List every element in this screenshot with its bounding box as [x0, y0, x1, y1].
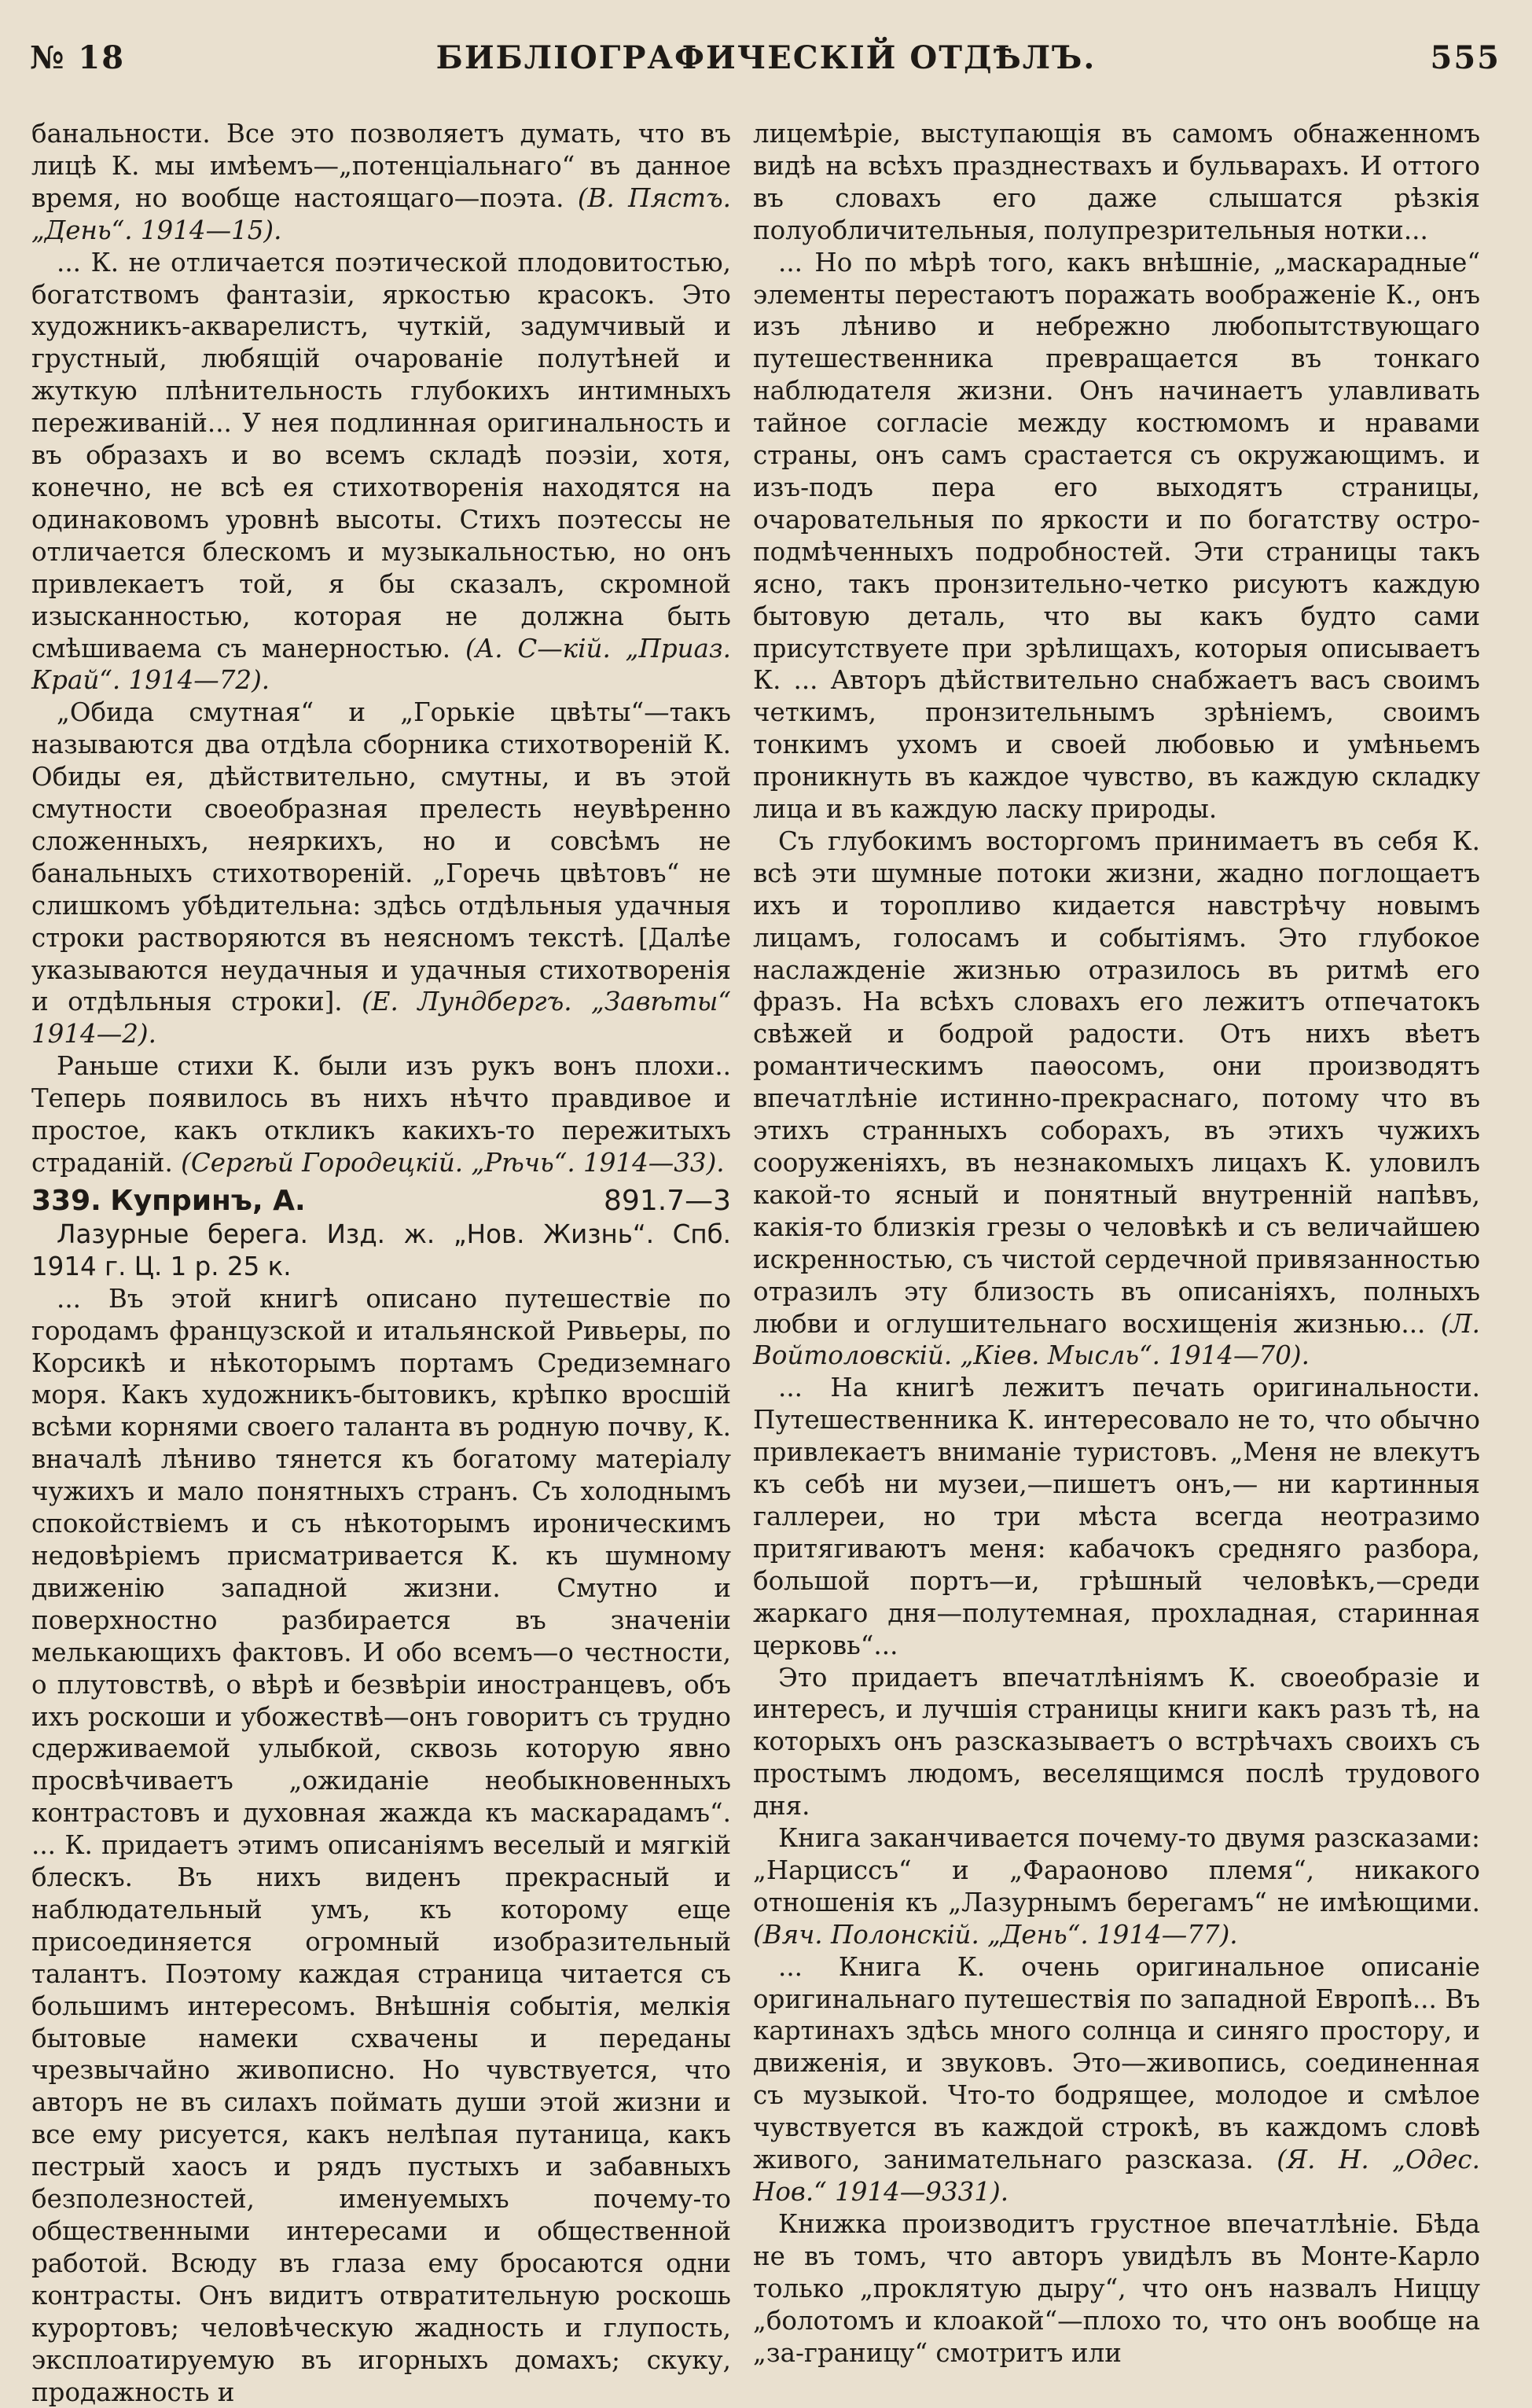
entry-number: 339.	[31, 1184, 101, 1217]
paragraph: Это придаетъ впечатлѣніямъ К. своеобразіе и интересъ, и лучшія страницы книги какъ разъ тѣ, на которыхъ онъ разсказываетъ о встрѣчахъ своихъ съ простымъ людомъ, веселящимся послѣ трудового дня.	[753, 1662, 1480, 1822]
source-citation: (Я. Н. „Одес. Нов.“ 1914—9331).	[753, 2145, 1480, 2207]
bibliography-entry	[31, 1184, 731, 1219]
paragraph: Книжка производитъ грустное впечатлѣніе. Бѣда не въ томъ, что авторъ увидѣлъ въ Монте-Карло только „проклятую дыру“, что онъ назвалъ Ниццу „болотомъ и клоакой“—плохо то, что онъ вообще на „за-границу“ смотритъ или	[753, 2208, 1480, 2368]
source-citation: (Сергѣй Городецкій. „Рѣчь“. 1914—33).	[181, 1148, 725, 1178]
classification-code: 891.7—3	[604, 1184, 731, 1217]
paragraph: лицемѣріе, выступающія въ самомъ обнаженномъ видѣ на всѣхъ празднествахъ и бульварахъ. И оттого въ словахъ его даже слышатся рѣзкія полуобличительныя, полупрезрительныя нотки...	[753, 119, 1480, 245]
entry-publication-info: Лазурные берега. Изд. ж. „Нов. Жизнь“. Спб. 1914 г. Ц. 1 р. 25 к.	[31, 1219, 731, 1281]
entry-author: Купринъ, А.	[110, 1184, 306, 1217]
section-title: БИБЛІОГРАФИЧЕСКІЙ ОТДѢЛЪ.	[435, 39, 1097, 76]
issue-number: № 18	[30, 39, 126, 76]
paragraph: Раньше стихи К. были изъ рукъ вонъ плохи.. Теперь появилось въ нихъ нѣчто правдивое и простое, какъ откликъ какихъ-то пережитыхъ страданій. (Сергѣй Городецкій. „Рѣчь“. 1914—33).	[31, 1051, 731, 1178]
source-citation: (Л. Войтоловскій. „Кіев. Мысль“. 1914—70).	[753, 1308, 1480, 1371]
paragraph: „Обида смутная“ и „Горькіе цвѣты“—такъ называются два отдѣла сборника стихотвореній К. Обиды ея, дѣйствительно, смутны, и въ этой смутности своеобразная прелесть неувѣренно сложенныхъ, неяркихъ, но и совсѣмъ не банальныхъ стихотвореній. „Горечь цвѣтовъ“ не слишкомъ убѣдительна: здѣсь отдѣльныя удачныя строки растворяются въ неясномъ текстѣ. [Далѣе указываются неудачныя и удачныя стихотворенія и отдѣльныя строки]. (Е. Лундбергъ. „Завѣты“ 1914—2).	[31, 697, 732, 1050]
paragraph: ... К. не отличается поэтической плодовитостью, богатствомъ фантазіи, яркостью красокъ. Это художникъ-акварелистъ, чуткій, задумчивый и грустный, любящій очарованіе полутѣней и жуткую плѣнительность глубокихъ интимныхъ переживаній... У нея подлинная оригинальность и въ образахъ и во всемъ складѣ поэзіи, хотя, конечно, не всѣ ея стихотворенія находятся на одинаковомъ уровнѣ высоты. Стихъ поэтессы не отличается блескомъ и музыкальностью, но онъ привлекаетъ той, я бы сказалъ, скромной изысканностью, которая не должна быть смѣшиваема съ манерностью. (А. С—кій. „Приаз. Край“. 1914—72).	[31, 247, 731, 696]
page-header	[0, 24, 1532, 80]
source-citation: (Вяч. Полонскій. „День“. 1914—77).	[753, 1919, 1238, 1950]
paragraph: ... Но по мѣрѣ того, какъ внѣшніе, „маскарадные“ элементы перестаютъ поражать воображеніе К., онъ изъ лѣниво и небрежно любопытствующаго путешественника превращается въ тонкаго наблюдателя жизни. Онъ начинаетъ улавливать тайное согласіе между костюмомъ и нравами страны, онъ самъ срастается съ окружающимъ. и изъ-подъ пера его выходятъ страницы, очаровательныя по яркости и по богатству остро-подмѣченныхъ подробностей. Эти страницы такъ ясно, такъ пронзительно-четко рисуютъ каждую бытовую деталь, что вы какъ будто сами присутствуете при зрѣлищахъ, которыя описываетъ К. ... Авторъ дѣйствительно снабжаетъ васъ своимъ четкимъ, пронзительнымъ зрѣніемъ, своимъ тонкимъ ухомъ и своей любовью и умѣньемъ проникнуть въ каждое чувство, въ каждую складку лица и въ каждую ласку природы.	[753, 247, 1480, 825]
paragraph: Съ глубокимъ восторгомъ принимаетъ въ себя К. всѣ эти шумные потоки жизни, жадно поглощаетъ ихъ и торопливо кидается навстрѣчу новымъ лицамъ, голосамъ и событіямъ. Это глубокое наслажденіе жизнью отразилось въ ритмѣ его фразъ. На всѣхъ словахъ его лежитъ отпечатокъ свѣжей и бодрой радости. Отъ нихъ вѣетъ романтическимъ паѳосомъ, они производятъ впечатлѣніе истинно-прекраснаго, потому что въ этихъ странныхъ соборахъ, въ этихъ чужихъ сооруженіяхъ, въ незнакомыхъ лицахъ К. уловилъ какой-то ясный и понятный внутренній напѣвъ, какія-то близкія грезы о человѣкѣ и съ величайшею искренностью, съ чистой сердечной привязанностью отразилъ эту близость въ описаніяхъ, полныхъ любви и оглушительнаго восхищенія жизнью... (Л. Войтоловскій. „Кіев. Мысль“. 1914—70).	[753, 825, 1480, 1371]
left-column	[31, 118, 731, 2408]
paragraph: ... Книга К. очень оригинальное описаніе оригинальнаго путешествія по западной Европѣ... Въ картинахъ здѣсь много солнца и синяго простору, и движенія, и звуковъ. Это—живопись, соединенная съ музыкой. Что-то бодрящее, молодое и смѣлое чувствуется въ каждой строкѣ, въ каждомъ словѣ живого, занимательнаго разсказа. (Я. Н. „Одес. Нов.“ 1914—9331).	[753, 1951, 1480, 2207]
paragraph: банальности. Все это позволяетъ думать, что въ лицѣ К. мы имѣемъ—„потенціальнаго“ въ данное время, но вообще настоящаго—поэта. (В. Пястъ. „День“. 1914—15).	[31, 119, 731, 245]
paragraph: Книга заканчивается почему-то двумя разсказами: „Нарциссъ“ и „Фараоново племя“, никакого отношенія къ „Лазурнымъ берегамъ“ не имѣющими. (Вяч. Полонскій. „День“. 1914—77).	[753, 1823, 1480, 1950]
paragraph: ... Въ этой книгѣ описано путешествіе по городамъ французской и итальянской Ривьеры, по Корсикѣ и нѣкоторымъ портамъ Средиземнаго моря. Какъ художникъ-бытовикъ, крѣпко вросшій всѣми корнями своего таланта въ родную почву, К. вначалѣ лѣниво тянется къ богатому матеріалу чужихъ и мало понятныхъ странъ. Съ холоднымъ спокойствіемъ и съ нѣкоторымъ ироническимъ недовѣріемъ присматривается К. къ шумному движенію западной жизни. Смутно и поверхностно разбирается въ значеніи мелькающихъ фактовъ. И обо всемъ—о честности, о плутовствѣ, о вѣрѣ и безвѣріи иностранцевъ, объ ихъ роскоши и убожествѣ—онъ говоритъ съ трудно сдерживаемой улыбкой, сквозь которую явно просвѣчиваетъ „ожиданіе необыкновенныхъ контрастовъ и духовная жажда къ маскарадамъ“. ... К. придаетъ этимъ описаніямъ веселый и мягкій блескъ. Въ нихъ виденъ прекрасный и наблюдательный умъ, къ которому еще присоединяется огромный изобразительный талантъ. Поэтому каждая страница читается съ большимъ интересомъ. Внѣшнія событія, мелкія бытовые намеки схвачены и переданы чрезвычайно живописно. Но чувствуется, что авторъ не въ силахъ поймать души этой жизни и все ему рисуется, какъ нелѣпая путаница, какъ пестрый хаосъ и рядъ пустыхъ и забавныхъ безполезностей, именуемыхъ почему-то общественными интересами и общественной работой. Всюду въ глаза ему бросаются одни контрасты. Онъ видитъ отвратительную роскошь курортовъ; человѣческую жадность и глупость, эксплоатируемую въ игорныхъ домахъ; скуку, продажность и	[31, 1283, 731, 2407]
source-citation: (А. С—кій. „Приаз. Край“. 1914—72).	[31, 633, 731, 696]
page-number: 555	[1430, 39, 1501, 76]
source-citation: (В. Пястъ. „День“. 1914—15).	[31, 182, 731, 245]
right-column	[753, 118, 1480, 2369]
paragraph: ... На книгѣ лежитъ печать оригинальности. Путешественника К. интересовало не то, что обычно привлекаетъ вниманіе туристовъ. „Меня не влекутъ къ себѣ ни музеи,—пишетъ онъ,— ни картинныя галлереи, но три мѣста всегда неотразимо притягиваютъ меня: кабачокъ средняго разбора, большой портъ—и, грѣшный человѣкъ,—среди жаркаго дня—полутемная, прохладная, старинная церковь“...	[753, 1373, 1480, 1660]
source-citation: (Е. Лундбергъ. „Завѣты“ 1914—2).	[31, 987, 732, 1050]
